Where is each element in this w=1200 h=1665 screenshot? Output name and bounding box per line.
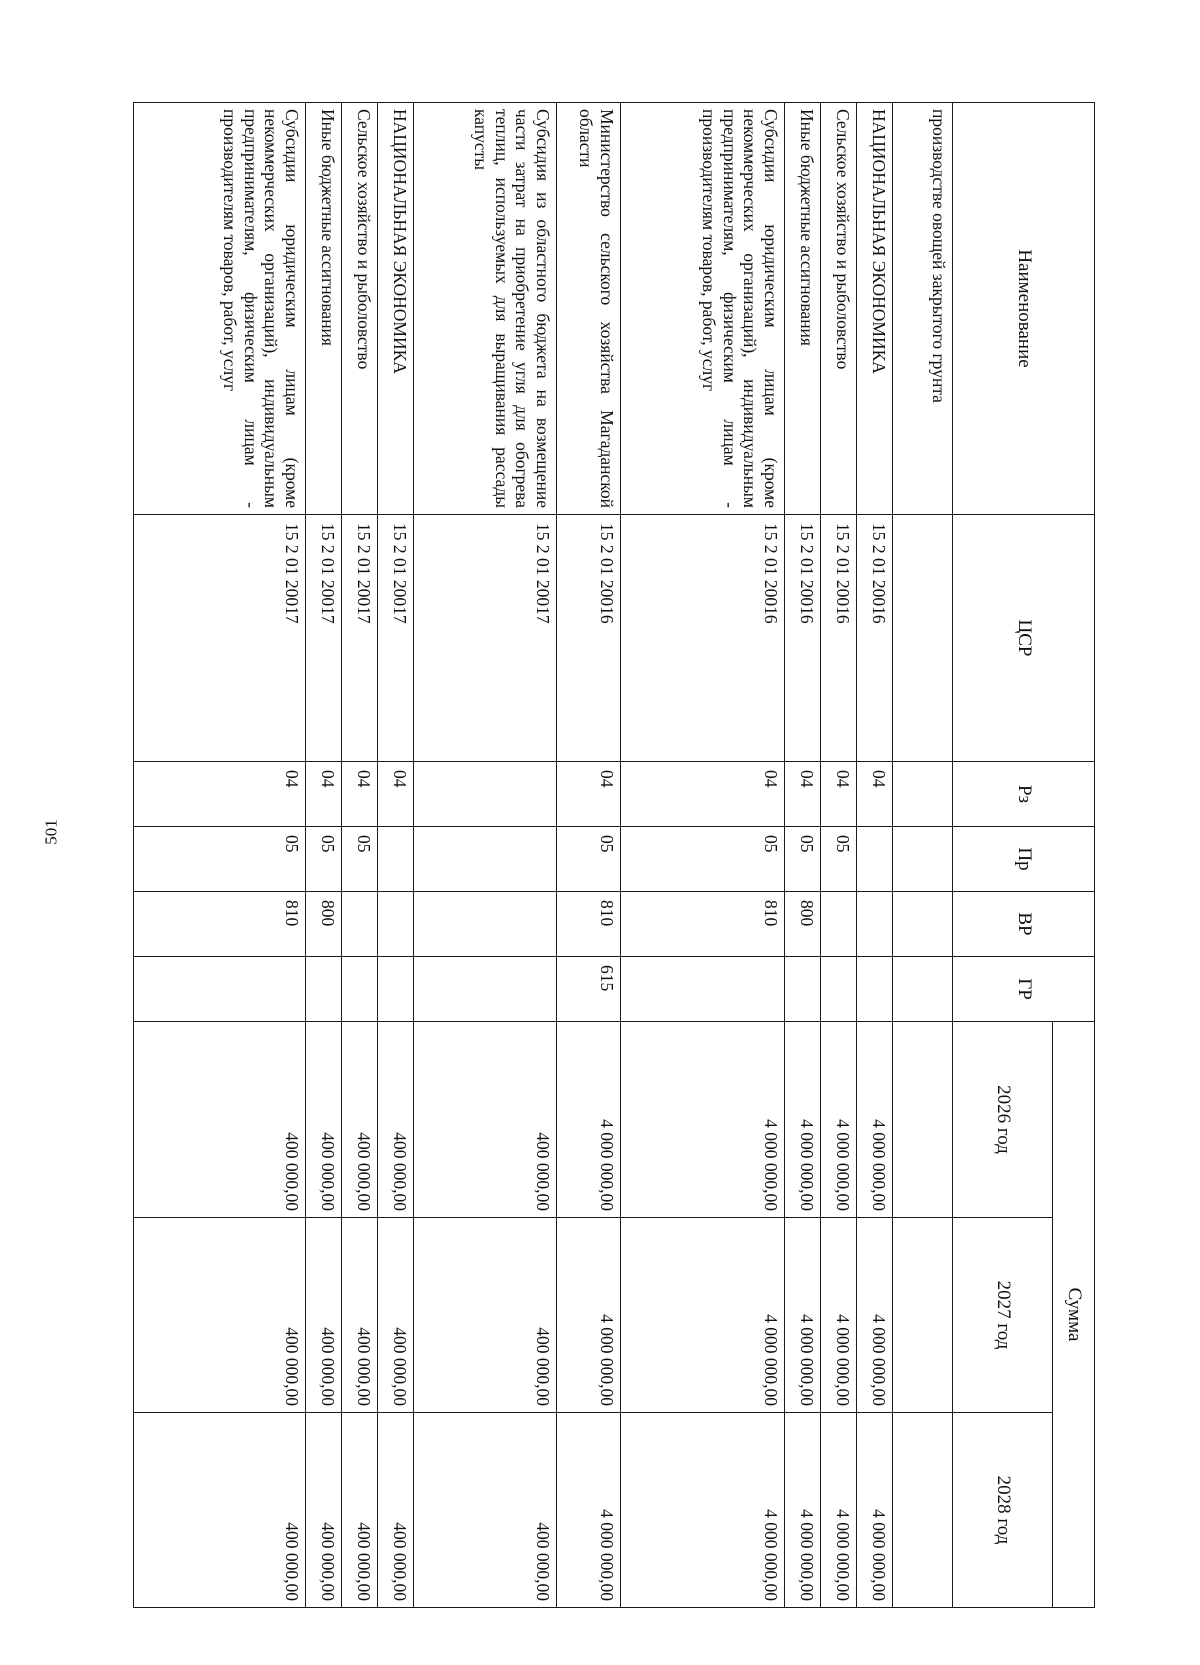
- cell-csr: 15 2 01 20017: [306, 515, 342, 762]
- cell-csr: 15 2 01 20016: [857, 515, 893, 762]
- cell-2028: 4 000 000,00: [557, 1413, 621, 1608]
- cell-2027: [893, 1218, 953, 1413]
- cell-2027: 4 000 000,00: [785, 1218, 821, 1413]
- cell-2026: 4 000 000,00: [857, 1022, 893, 1218]
- cell-2026: 400 000,00: [378, 1022, 414, 1218]
- header-2028: 2028 год: [953, 1413, 1053, 1608]
- table-row: [785, 103, 821, 1608]
- cell-csr: 15 2 01 20017: [414, 515, 557, 762]
- cell-pr: [857, 827, 893, 892]
- header-csr: ЦСР: [953, 515, 1095, 762]
- cell-gr: [342, 957, 378, 1022]
- cell-2026: 4 000 000,00: [821, 1022, 857, 1218]
- table-row: [342, 103, 378, 1608]
- cell-2028: 400 000,00: [306, 1413, 342, 1608]
- cell-csr: 15 2 01 20016: [621, 515, 785, 762]
- cell-2028: 400 000,00: [134, 1413, 306, 1608]
- cell-2026: 400 000,00: [134, 1022, 306, 1218]
- cell-vr: 810: [621, 892, 785, 957]
- page-number: 501: [41, 819, 61, 845]
- cell-rz: 04: [557, 762, 621, 827]
- cell-vr: [378, 892, 414, 957]
- cell-2026: 4 000 000,00: [785, 1022, 821, 1218]
- cell-2028: 4 000 000,00: [821, 1413, 857, 1608]
- cell-gr: [621, 957, 785, 1022]
- cell-pr: 05: [306, 827, 342, 892]
- cell-2027: 400 000,00: [378, 1218, 414, 1413]
- cell-gr: [893, 957, 953, 1022]
- cell-rz: 04: [134, 762, 306, 827]
- cell-gr: [857, 957, 893, 1022]
- table-row: [378, 103, 414, 1608]
- cell-2028: 4 000 000,00: [785, 1413, 821, 1608]
- cell-2028: 400 000,00: [378, 1413, 414, 1608]
- cell-vr: 810: [557, 892, 621, 957]
- cell-rz: 04: [785, 762, 821, 827]
- cell-2026: 4 000 000,00: [621, 1022, 785, 1218]
- cell-name: Министерство сельского хозяйства Магаданской области: [557, 103, 621, 515]
- header-pr: Пр: [953, 827, 1095, 892]
- table-row: [893, 103, 953, 1608]
- cell-gr: [821, 957, 857, 1022]
- cell-vr: 800: [785, 892, 821, 957]
- cell-gr: [378, 957, 414, 1022]
- cell-2026: 400 000,00: [306, 1022, 342, 1218]
- cell-2027: 400 000,00: [414, 1218, 557, 1413]
- cell-name: НАЦИОНАЛЬНАЯ ЭКОНОМИКА: [378, 103, 414, 515]
- cell-rz: 04: [621, 762, 785, 827]
- table-row: [134, 103, 306, 1608]
- header-rz: Рз: [953, 762, 1095, 827]
- cell-rz: 04: [857, 762, 893, 827]
- cell-gr: [414, 957, 557, 1022]
- header-vr: ВР: [953, 892, 1095, 957]
- cell-name: Сельское хозяйство и рыболовство: [342, 103, 378, 515]
- table-row: [306, 103, 342, 1608]
- cell-gr: 615: [557, 957, 621, 1022]
- cell-csr: 15 2 01 20017: [378, 515, 414, 762]
- header-2027: 2027 год: [953, 1218, 1053, 1413]
- header-name: Наименование: [953, 103, 1095, 515]
- cell-gr: [134, 957, 306, 1022]
- cell-2027: 400 000,00: [342, 1218, 378, 1413]
- cell-vr: [414, 892, 557, 957]
- header-2026: 2026 год: [953, 1022, 1053, 1218]
- cell-rz: [414, 762, 557, 827]
- cell-csr: 15 2 01 20016: [557, 515, 621, 762]
- cell-name: Иные бюджетные ассигнования: [306, 103, 342, 515]
- cell-name: Иные бюджетные ассигнования: [785, 103, 821, 515]
- cell-name: производстве овощей закрытого грунта: [893, 103, 953, 515]
- cell-2026: [893, 1022, 953, 1218]
- cell-rz: 04: [821, 762, 857, 827]
- cell-csr: [893, 515, 953, 762]
- cell-2027: 400 000,00: [306, 1218, 342, 1413]
- cell-2028: 4 000 000,00: [621, 1413, 785, 1608]
- cell-gr: [785, 957, 821, 1022]
- cell-2026: 400 000,00: [342, 1022, 378, 1218]
- cell-2027: 4 000 000,00: [821, 1218, 857, 1413]
- cell-csr: 15 2 01 20016: [785, 515, 821, 762]
- cell-pr: 05: [342, 827, 378, 892]
- cell-2027: 4 000 000,00: [621, 1218, 785, 1413]
- cell-csr: 15 2 01 20017: [134, 515, 306, 762]
- table-row: [557, 103, 621, 1608]
- cell-pr: [414, 827, 557, 892]
- cell-rz: 04: [378, 762, 414, 827]
- cell-pr: [378, 827, 414, 892]
- cell-vr: 810: [134, 892, 306, 957]
- cell-2028: [893, 1413, 953, 1608]
- cell-pr: [893, 827, 953, 892]
- cell-rz: 04: [342, 762, 378, 827]
- cell-pr: 05: [785, 827, 821, 892]
- cell-name: НАЦИОНАЛЬНАЯ ЭКОНОМИКА: [857, 103, 893, 515]
- cell-vr: 800: [306, 892, 342, 957]
- cell-name: Субсидия из областного бюджета на возмещение части затрат на приобретение угля для обогрева теплиц, используемых для выращивания рассады капусты: [414, 103, 557, 515]
- cell-2027: 400 000,00: [134, 1218, 306, 1413]
- cell-rz: [893, 762, 953, 827]
- table-row: [621, 103, 785, 1608]
- cell-pr: 05: [557, 827, 621, 892]
- cell-pr: 05: [621, 827, 785, 892]
- cell-name: Сельское хозяйство и рыболовство: [821, 103, 857, 515]
- cell-2028: 400 000,00: [414, 1413, 557, 1608]
- table-row: [821, 103, 857, 1608]
- cell-gr: [306, 957, 342, 1022]
- cell-2028: 4 000 000,00: [857, 1413, 893, 1608]
- table-row: [414, 103, 557, 1608]
- cell-csr: 15 2 01 20016: [821, 515, 857, 762]
- cell-name: Субсидии юридическим лицам (кроме некоммерческих организаций), индивидуальным предпринимателям, физическим лицам - производителям товаров, работ, услуг: [621, 103, 785, 515]
- cell-2027: 4 000 000,00: [857, 1218, 893, 1413]
- budget-table: [133, 102, 1095, 1608]
- header-sum: Сумма: [1053, 1022, 1095, 1608]
- cell-name: Субсидии юридическим лицам (кроме некоммерческих организаций), индивидуальным предпринимателям, физическим лицам - производителям товаров, работ, услуг: [134, 103, 306, 515]
- cell-2028: 400 000,00: [342, 1413, 378, 1608]
- header-gr: ГР: [953, 957, 1095, 1022]
- cell-rz: 04: [306, 762, 342, 827]
- cell-vr: [893, 892, 953, 957]
- cell-vr: [821, 892, 857, 957]
- cell-2026: 4 000 000,00: [557, 1022, 621, 1218]
- table-row: [857, 103, 893, 1608]
- cell-vr: [342, 892, 378, 957]
- cell-2026: 400 000,00: [414, 1022, 557, 1218]
- cell-2027: 4 000 000,00: [557, 1218, 621, 1413]
- cell-pr: 05: [134, 827, 306, 892]
- cell-csr: 15 2 01 20017: [342, 515, 378, 762]
- cell-pr: 05: [821, 827, 857, 892]
- rotated-table-wrapper: [172, 102, 1095, 1607]
- cell-vr: [857, 892, 893, 957]
